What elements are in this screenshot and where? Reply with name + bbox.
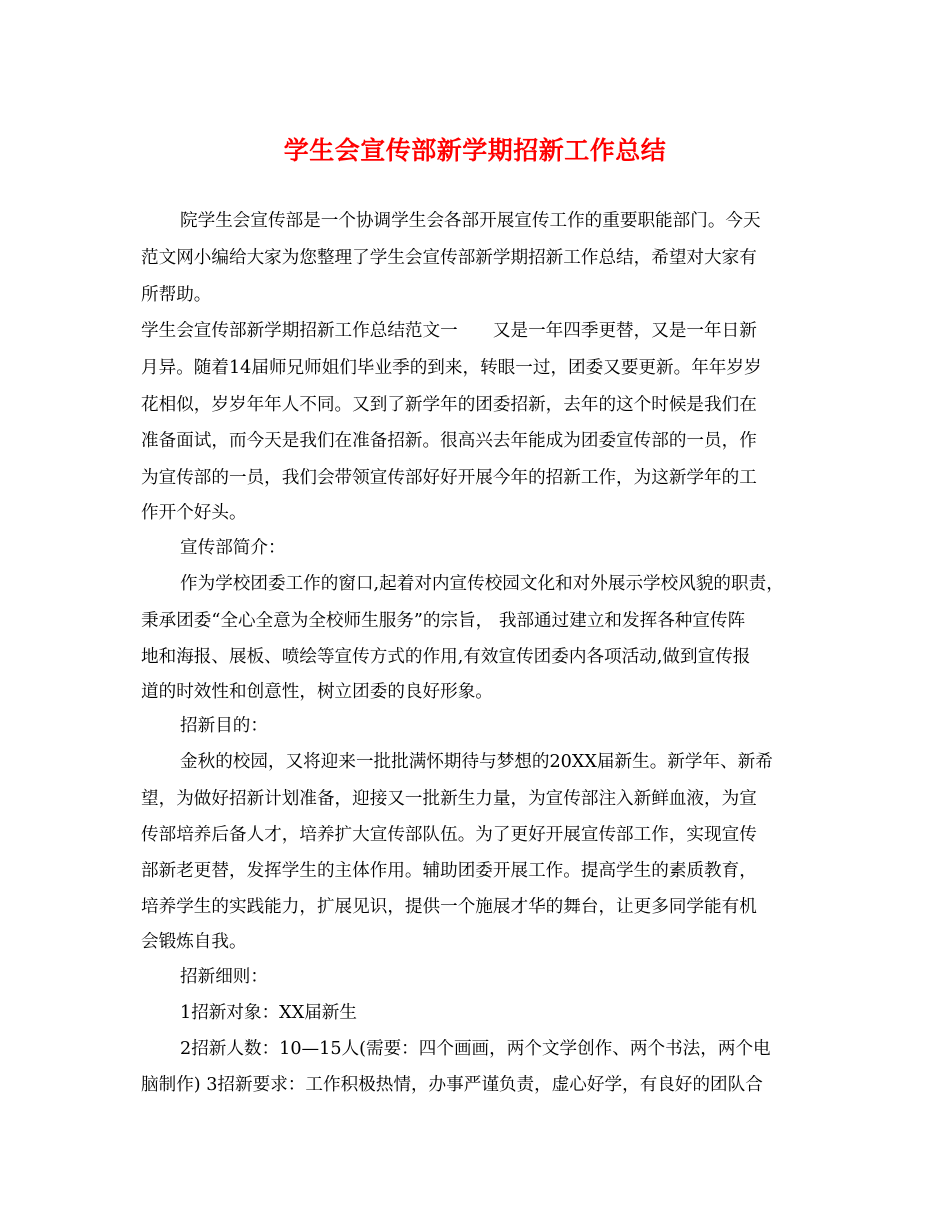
body-line: 月异。随着14届师兄师姐们毕业季的到来，转眼一过，团委又要更新。年年岁岁 bbox=[141, 358, 762, 378]
body-line: 部新老更替，发挥学生的主体作用。辅助团委开展工作。提高学生的素质教育， bbox=[141, 861, 757, 881]
body-line: 培养学生的实践能力，扩展见识，提供一个施展才华的舞台，让更多同学能有机 bbox=[141, 897, 757, 917]
body-line: 会锻炼自我。 bbox=[141, 932, 247, 952]
body-line: 所帮助。 bbox=[141, 285, 212, 305]
body-line: 道的时效性和创意性，树立团委的良好形象。 bbox=[141, 682, 493, 702]
body-line: 秉承团委“全心全意为全校师生服务”的宗旨， 我部通过建立和发挥各种宣传阵 bbox=[141, 611, 746, 631]
body-line: 地和海报、展板、喷绘等宣传方式的作用,有效宣传团委内各项活动,做到宣传报 bbox=[141, 647, 751, 667]
body-line: 花相似，岁岁年年人不同。又到了新学年的团委招新，去年的这个时候是我们在 bbox=[141, 395, 757, 415]
body-line: 作为学校团委工作的窗口,起着对内宣传校园文化和对外展示学校风貌的职责， bbox=[180, 574, 784, 594]
body-line: 金秋的校园，又将迎来一批批满怀期待与梦想的20XX届新生。新学年、新希 bbox=[180, 752, 773, 772]
section-heading: 宣传部简介： bbox=[180, 538, 286, 558]
body-line: 脑制作) 3招新要求：工作积极热情，办事严谨负责，虚心好学，有良好的团队合 bbox=[141, 1075, 763, 1095]
document-title: 学生会宣传部新学期招新工作总结 bbox=[283, 136, 667, 165]
list-item: 1招新对象：XX届新生 bbox=[180, 1003, 357, 1023]
body-line: 传部培养后备人才，培养扩大宣传部队伍。为了更好开展宣传部工作，实现宣传 bbox=[141, 825, 757, 845]
body-line: 为宣传部的一员，我们会带领宣传部好好开展今年的招新工作，为这新学年的工 bbox=[141, 468, 757, 488]
body-line: 准备面试，而今天是我们在准备招新。很高兴去年能成为团委宣传部的一员，作 bbox=[141, 431, 757, 451]
section-heading: 招新目的： bbox=[180, 716, 268, 736]
body-line: 望，为做好招新计划准备，迎接又一批新生力量，为宣传部注入新鲜血液，为宣 bbox=[141, 789, 757, 809]
body-line: 作开个好头。 bbox=[141, 503, 247, 523]
body-line: 范文网小编给大家为您整理了学生会宣传部新学期招新工作总结，希望对大家有 bbox=[141, 248, 757, 268]
body-line: 院学生会宣传部是一个协调学生会各部开展宣传工作的重要职能部门。今天 bbox=[180, 211, 761, 231]
body-line: 学生会宣传部新学期招新工作总结范文一 又是一年四季更替，又是一年日新 bbox=[141, 321, 757, 341]
list-item: 2招新人数：10—15人(需要：四个画画，两个文学创作、两个书法，两个电 bbox=[180, 1039, 771, 1059]
section-heading: 招新细则： bbox=[180, 967, 268, 987]
